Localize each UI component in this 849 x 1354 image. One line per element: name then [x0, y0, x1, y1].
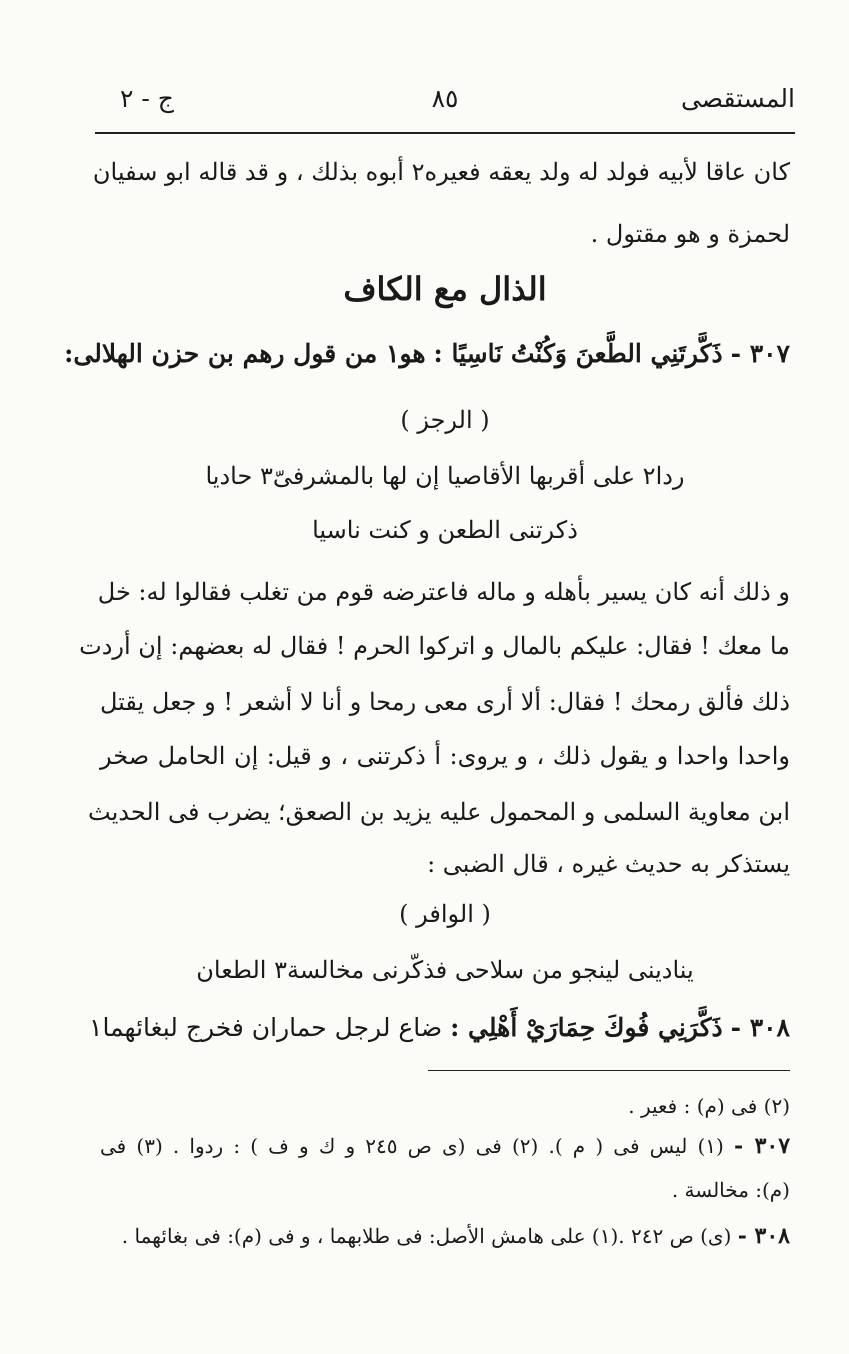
- entry-307-heading: [64, 338, 790, 370]
- entry-headword: ذَكَّرَنِي فُوكَ حِمَارَيْ أَهْلِي :: [450, 1013, 723, 1042]
- footnote-entry-number: ٣٠٨ -: [737, 1223, 790, 1249]
- body-line: ما معك ! فقال: عليكم بالمال و اتركوا الحرم ! فقال له بعضهم: إن أردت: [79, 632, 790, 660]
- entry-text: ضاع لرجل حماران فخرج لبغائهما١: [89, 1013, 443, 1042]
- body-line: واحدا واحدا و يقول ذلك ، و يروى: أ ذكرتنى ، و قيل: إن الحامل صخر: [100, 742, 790, 770]
- footnote-line: [100, 1092, 790, 1120]
- meter-label: ( الرجز ): [400, 406, 490, 434]
- entry-308-heading: [89, 1012, 790, 1044]
- footnote-rule: [428, 1070, 790, 1071]
- header-rule: [95, 132, 795, 134]
- footnote-text: (م): مخالسة .: [671, 1178, 790, 1202]
- footnote-text: (ى) ص ٢٤٢ .(١) على هامش الأصل: فى طلابهما ، و فى (م): فى بغائهما .: [121, 1224, 732, 1248]
- footnote-entry-number: ٣٠٧ -: [733, 1133, 791, 1159]
- verse-line: ذكرتنى الطعن و كنت ناسيا: [312, 516, 578, 544]
- entry-intro: هو١ من قول رهم بن حزن الهلالى:: [64, 339, 426, 368]
- footnote-text: (١) ليس فى ( م ). (٢) فى (ى ص ٢٤٥ و ك و ف ) : ردوا . (٣) فى: [100, 1134, 724, 1158]
- footnote-line: [100, 1176, 790, 1204]
- page-number: ٨٥: [431, 84, 459, 113]
- footnote-text: (٢) فى (م) : فعير .: [628, 1094, 790, 1118]
- body-line: ذلك فألق رمحك ! فقال: ألا أرى معى رمحا و أنا لا أشعر ! و جعل يقتل: [100, 688, 790, 716]
- body-line: يستذكر به حديث غيره ، قال الضبى :: [427, 850, 790, 878]
- entry-number: ٣٠٨ -: [730, 1013, 790, 1042]
- footnote-line: [100, 1222, 790, 1250]
- entry-headword: ذَكَّرتَنِي الطَّعنَ وَكُنْتُ نَاسِيًا :: [433, 339, 723, 368]
- body-line: كان عاقا لأبيه فولد له ولد يعقه فعيره٢ أبوه بذلك ، و قد قاله ابو سفيان: [92, 158, 790, 186]
- body-line: ابن معاوية السلمى و المحمول عليه يزيد بن الصعق؛ يضرب فى الحديث: [88, 798, 790, 826]
- footnote-line: [100, 1132, 790, 1160]
- body-line: لحمزة و هو مقتول .: [590, 220, 790, 248]
- volume-marker: ج - ٢: [120, 84, 174, 113]
- section-title: الذال مع الكاف: [343, 270, 547, 308]
- running-header: [95, 84, 795, 124]
- book-title: المستقصى: [680, 84, 795, 113]
- meter-label: ( الوافر ): [399, 900, 491, 928]
- verse-line: ردا٢ على أقربها الأقاصيا إن لها بالمشرفىّ٣ حاديا: [205, 462, 685, 490]
- entry-number: ٣٠٧ -: [730, 339, 790, 368]
- verse-line: ينادينى لينجو من سلاحى فذكّرنى مخالسة٣ الطعان: [196, 956, 694, 984]
- body-line: و ذلك أنه كان يسير بأهله و ماله فاعترضه قوم من تغلب فقالوا له: خل: [97, 578, 790, 606]
